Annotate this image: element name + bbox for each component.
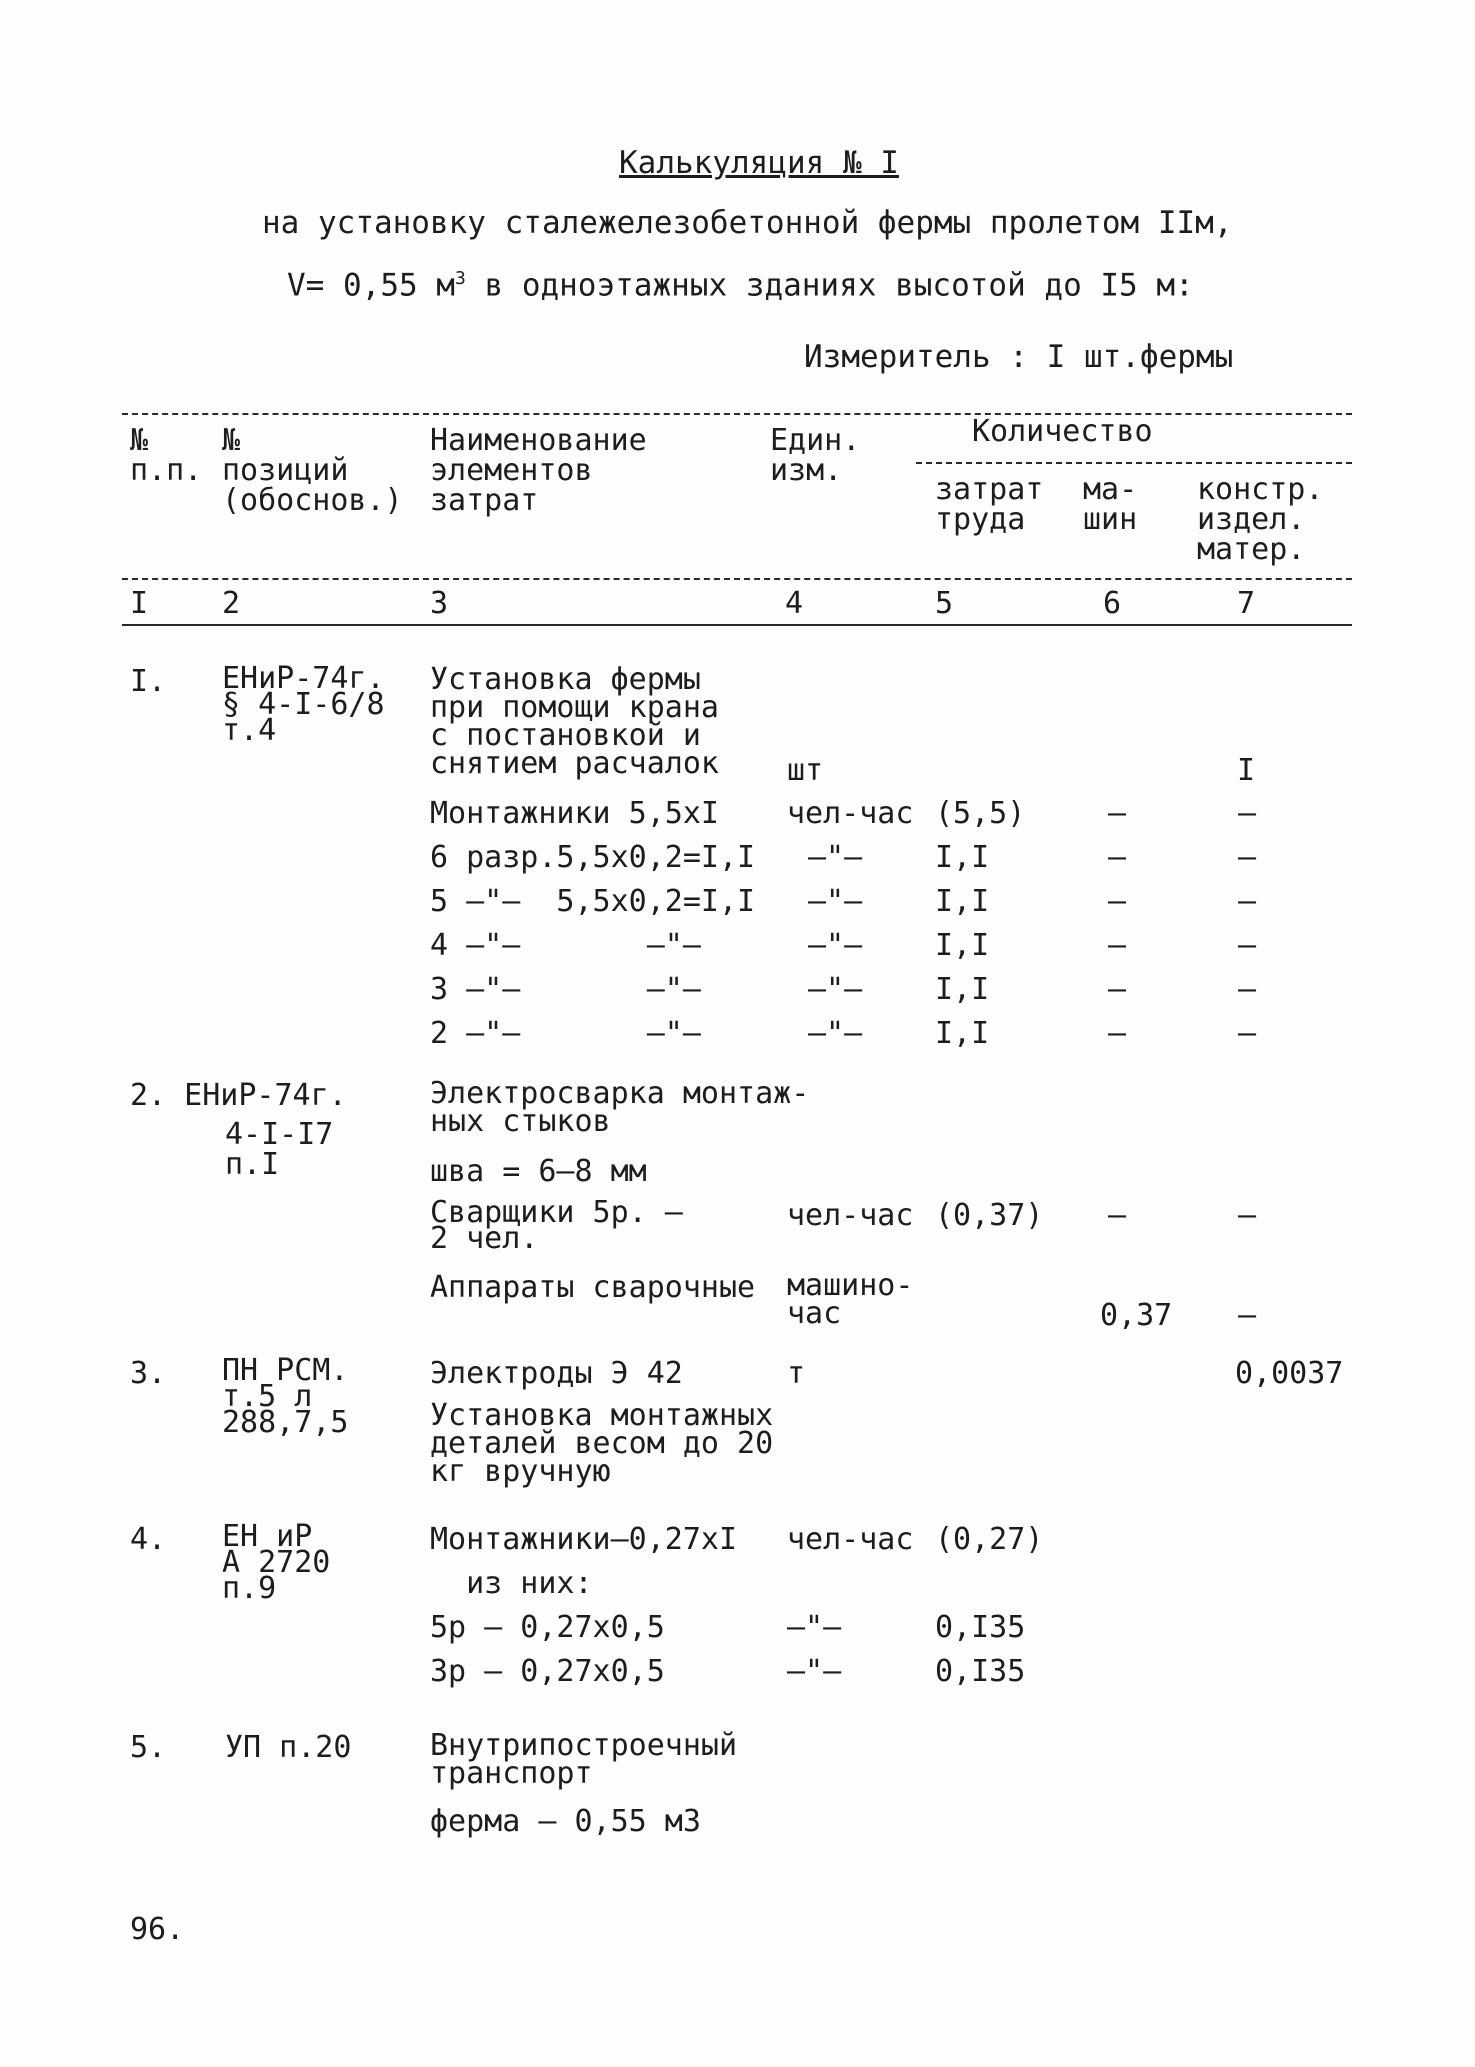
item-labor: (0,27): [935, 1522, 1044, 1557]
item-name: Установка фермы при помощи крана с постановкой и снятием расчалок: [430, 662, 719, 781]
item-name: Электроды Э 42: [430, 1356, 683, 1391]
line-name: 3р – 0,27х0,5: [430, 1654, 665, 1689]
header-col-materials: констр. издел. матер.: [1197, 472, 1324, 567]
header-bottom-rule: [122, 578, 1352, 580]
line-machines: –: [1108, 1198, 1127, 1233]
line-unit: чел-час: [787, 796, 914, 831]
line-name: Аппараты сварочные: [430, 1270, 756, 1305]
header-quantity: Количество: [972, 414, 1153, 449]
line-unit: машино- час: [787, 1268, 914, 1331]
header-col-name: Наименование элементов затрат: [430, 423, 647, 518]
colnum-4: 4: [785, 586, 804, 621]
line-name: 5 –"– 5,5х0,2=I,I: [430, 884, 756, 919]
item-number: 2. ЕНиР-74г.: [130, 1078, 347, 1113]
measure-unit: Измеритель : I шт.фермы: [804, 339, 1234, 375]
line-labor: I,I: [935, 1016, 990, 1051]
line-machines: –: [1108, 1016, 1127, 1051]
line-machines: –: [1108, 972, 1127, 1007]
line-unit: –"–: [808, 1016, 863, 1051]
line-labor: (5,5): [935, 796, 1026, 831]
line-unit: –"–: [787, 1654, 842, 1689]
subtitle-line-2: [287, 263, 1194, 304]
line-name: Монтажники 5,5хI: [430, 796, 719, 831]
line-labor: I,I: [935, 928, 990, 963]
line-machines: –: [1108, 884, 1127, 919]
line-labor: I,I: [935, 840, 990, 875]
volume-value: V= 0,55 м: [287, 267, 455, 304]
line-machines: 0,37: [1100, 1298, 1173, 1333]
subtitle-line-1: на установку сталежелезобетонной фермы пролетом IIм,: [262, 205, 1233, 241]
line-unit: –"–: [787, 1610, 842, 1645]
item-reference: 4-I-I7 п.I: [225, 1117, 334, 1182]
line-materials: –: [1238, 928, 1257, 963]
line-name: Сварщики 5р. – 2 чел.: [430, 1195, 683, 1256]
line-labor: 0,I35: [935, 1654, 1026, 1689]
line-labor: I,I: [935, 972, 990, 1007]
line-materials: –: [1238, 884, 1257, 919]
line-labor: 0,I35: [935, 1610, 1026, 1645]
item-reference: ЕН иР А 2720 п.9: [222, 1519, 331, 1606]
item-name: Монтажники–0,27хI: [430, 1522, 738, 1557]
item-number: 3.: [130, 1356, 167, 1391]
line-unit: –"–: [808, 928, 863, 963]
line-unit: –"–: [808, 840, 863, 875]
quantity-underline: [916, 462, 1352, 464]
line-materials: –: [1238, 1298, 1257, 1333]
page-title: Калькуляция № I: [619, 145, 899, 181]
line-materials: –: [1238, 1016, 1257, 1051]
subtitle-tail: в одноэтажных зданиях высотой до I5 м:: [465, 267, 1194, 304]
item-name: Внутрипостроечный транспорт: [430, 1728, 738, 1791]
line-name: 5р – 0,27х0,5: [430, 1610, 665, 1645]
header-col-machines: ма- шин: [1083, 472, 1138, 537]
line-name: 2 –"– –"–: [430, 1016, 701, 1051]
column-numbers-rule: [122, 624, 1352, 626]
line-unit: –"–: [808, 884, 863, 919]
line-machines: –: [1108, 796, 1127, 831]
line-materials: –: [1238, 1198, 1257, 1233]
colnum-7: 7: [1237, 586, 1256, 621]
line-labor: (0,37): [935, 1198, 1044, 1233]
item-name: Электросварка монтаж- ных стыков: [430, 1076, 810, 1139]
line-machines: –: [1108, 928, 1127, 963]
item-number: 5.: [130, 1730, 167, 1765]
item-reference: ЕНиР-74г. § 4-I-6/8 т.4: [222, 661, 385, 748]
item-unit: шт: [787, 753, 824, 788]
line-labor: I,I: [935, 884, 990, 919]
line-name: ферма – 0,55 м3: [430, 1804, 701, 1839]
item-materials: I: [1237, 753, 1256, 788]
item-number: 4.: [130, 1522, 167, 1557]
page-number: 96.: [130, 1912, 185, 1947]
table-top-rule: [122, 413, 1352, 415]
header-col-position: № позиций (обоснов.): [222, 423, 403, 518]
item-reference: ПН РСМ. т.5 л 288,7,5: [222, 1353, 349, 1440]
line-materials: –: [1238, 972, 1257, 1007]
header-col-unit: Един. изм.: [770, 423, 861, 488]
item-reference: УП п.20: [225, 1730, 352, 1765]
item-materials: 0,0037: [1235, 1356, 1344, 1391]
header-col-labor: затрат труда: [935, 472, 1044, 537]
line-machines: –: [1108, 840, 1127, 875]
colnum-2: 2: [222, 586, 241, 621]
item-unit: чел-час: [787, 1522, 914, 1557]
line-name: из них:: [430, 1566, 593, 1601]
volume-exponent: 3: [454, 268, 466, 289]
line-name: Установка монтажных деталей весом до 20 кг вручную: [430, 1398, 774, 1489]
line-materials: –: [1238, 796, 1257, 831]
line-name: 4 –"– –"–: [430, 928, 701, 963]
item-number: I.: [130, 664, 167, 699]
item-unit: т: [787, 1356, 806, 1391]
line-unit: –"–: [808, 972, 863, 1007]
colnum-6: 6: [1103, 586, 1122, 621]
line-name: 6 разр.5,5х0,2=I,I: [430, 840, 756, 875]
line-name: шва = 6–8 мм: [430, 1154, 647, 1189]
colnum-5: 5: [935, 586, 954, 621]
colnum-3: 3: [430, 586, 449, 621]
header-col-number: № п.п.: [130, 423, 203, 488]
line-name: 3 –"– –"–: [430, 972, 701, 1007]
line-materials: –: [1238, 840, 1257, 875]
colnum-1: I: [130, 586, 149, 621]
line-unit: чел-час: [787, 1198, 914, 1233]
